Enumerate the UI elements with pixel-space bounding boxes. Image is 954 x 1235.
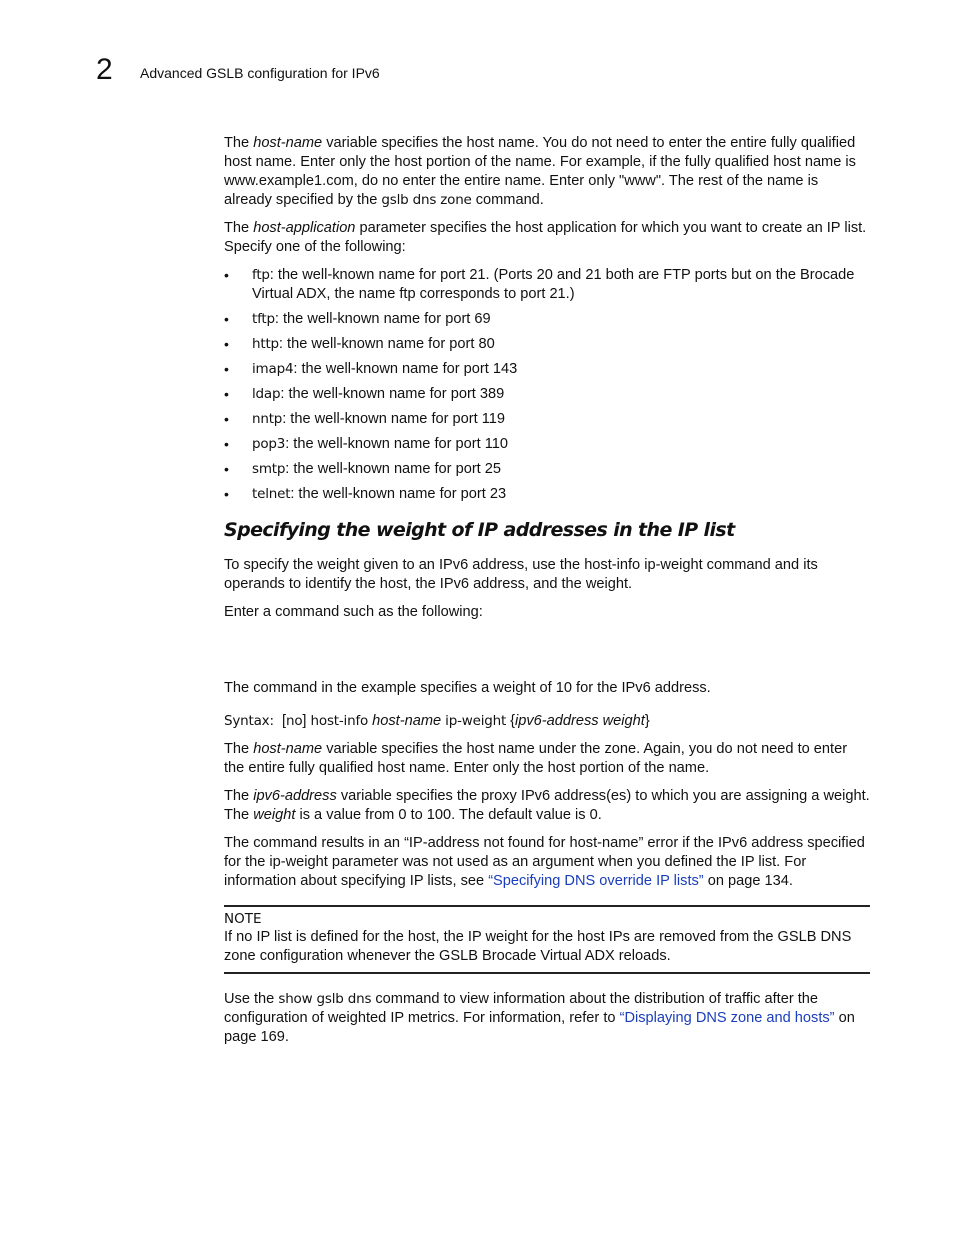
bullet-icon: • [224,461,229,477]
list-text: : the well-known name for port 23 [290,486,507,502]
list-item [224,360,870,379]
list-keyword: pop3 [252,436,286,452]
paragraph-weight-intro: To specify the weight given to an IPv6 address, use the host-info ip-weight command and its operands to identify the host, the IPv6 address, and the weight. [224,557,818,592]
list-keyword: nntp [252,411,283,427]
list-item [224,335,870,354]
syntax-keyword: no [286,713,303,729]
list-item [224,266,870,304]
list-item [224,460,870,479]
text: The [224,135,254,151]
list-keyword: http [252,336,279,352]
note-box [224,905,870,974]
bullet-icon: • [224,486,229,502]
note-label: NOTE [224,911,262,927]
bullet-icon: • [224,267,229,283]
list-text: : the well-known name for port 69 [274,311,491,327]
list-item [224,385,870,404]
text: variable specifies the host name under the zone. Again, you do not need to enter the entire fully qualified host name. Enter only the host portion of the name. [224,741,848,776]
list-text: : the well-known name for port 80 [278,336,495,352]
list-item [224,410,870,429]
cross-reference-link[interactable]: “Displaying DNS zone and hosts” [619,1010,835,1026]
syntax-line [224,712,870,731]
text: command to view information about the distribution of traffic after the configuration of weighted IP metrics. For information, refer to [224,991,819,1026]
paragraph-host-name [224,134,870,210]
list-text: : the well-known name for port 119 [282,411,505,427]
list-item [224,435,870,454]
text: variable specifies the proxy IPv6 address(es) to which you are assigning a weight. The [224,788,870,823]
text: on page 169. [224,1010,855,1045]
note-text: If no IP list is defined for the host, the IP weight for the host IPs are removed from the GSLB DNS zone configuration whenever the GSLB Brocade Virtual ADX reloads. [224,929,852,964]
syntax-label: Syntax: [224,713,274,729]
list-keyword: imap4 [252,361,294,377]
list-item [224,310,870,329]
syntax-keyword: host-info [310,713,369,729]
list-text: : the well-known name for port 389 [280,386,505,402]
text: command. [471,192,544,208]
section-heading: Specifying the weight of IP addresses in the IP list [224,519,735,541]
syntax-brace: } [644,713,650,729]
variable-term: ipv6-address [253,788,337,804]
variable-term: host-application [253,220,356,236]
paragraph-ipv6-address [224,787,870,825]
list-keyword: ldap [252,386,281,402]
variable-term: host-name [253,741,323,757]
paragraph-host-name-zone [224,740,870,778]
bullet-icon: • [224,411,229,427]
syntax-brace: { [510,713,516,729]
text: variable specifies the host name. You do not need to enter the entire fully qualified host name. Enter only the host portion of the name. For example, if the fully qualified host name is www.example1.com, do no enter the entire name. Enter only "www". The rest of the name is already specified by the [224,135,856,208]
list-text: : the well-known name for port 25 [285,461,502,477]
bullet-icon: • [224,386,229,402]
list-text: : the well-known name for port 21. (Ports 20 and 21 both are FTP ports but on the Brocade Virtual ADX, the name ftp corresponds to port 21.) [252,267,855,302]
text: The command results in an “IP-address not found for host-name” error if the IPv6 address specified for the ip-weight parameter was not used as an argument when you defined the IP list. For information about specifying IP lists, see [224,835,865,889]
text: on page 134. [703,873,793,889]
cross-reference-link[interactable]: “Specifying DNS override IP lists” [488,873,704,889]
bullet-icon: • [224,436,229,452]
command-keyword: show gslb dns [278,991,372,1007]
text: The [224,220,254,236]
syntax-bracket: [ [281,713,286,729]
bullet-icon: • [224,336,229,352]
variable-term: host-name [253,135,323,151]
text: is a value from 0 to 100. The default value is 0. [295,807,602,823]
command-keyword: gslb dns zone [381,192,472,208]
text: parameter specifies the host application for which you want to create an IP list. Specify one of the following: [224,220,867,255]
command-example-area [224,631,870,679]
text: Use the [224,991,279,1007]
syntax-keyword: ip-weight [445,713,507,729]
running-header: Advanced GSLB configuration for IPv6 [140,65,380,81]
chapter-number: 2 [96,53,113,86]
bullet-icon: • [224,361,229,377]
variable-term: weight [253,807,296,823]
list-keyword: ftp [252,267,270,283]
paragraph-error [224,834,870,891]
list-item [224,485,870,504]
list-text: : the well-known name for port 143 [293,361,518,377]
bullet-icon: • [224,311,229,327]
application-list [224,266,870,504]
syntax-variable: host-name [372,713,442,729]
text: The [224,741,254,757]
syntax-bracket: ] [302,713,307,729]
list-keyword: telnet [252,486,291,502]
paragraph-host-application [224,219,870,257]
syntax-variable: ipv6-address weight [515,713,645,729]
list-keyword: smtp [252,461,286,477]
paragraph-example-explanation: The command in the example specifies a weight of 10 for the IPv6 address. [224,680,711,696]
list-keyword: tftp [252,311,275,327]
list-text: : the well-known name for port 110 [285,436,508,452]
text: The [224,788,254,804]
page-content [224,134,870,1056]
paragraph-enter-command: Enter a command such as the following: [224,604,483,620]
paragraph-show-gslb [224,990,870,1047]
